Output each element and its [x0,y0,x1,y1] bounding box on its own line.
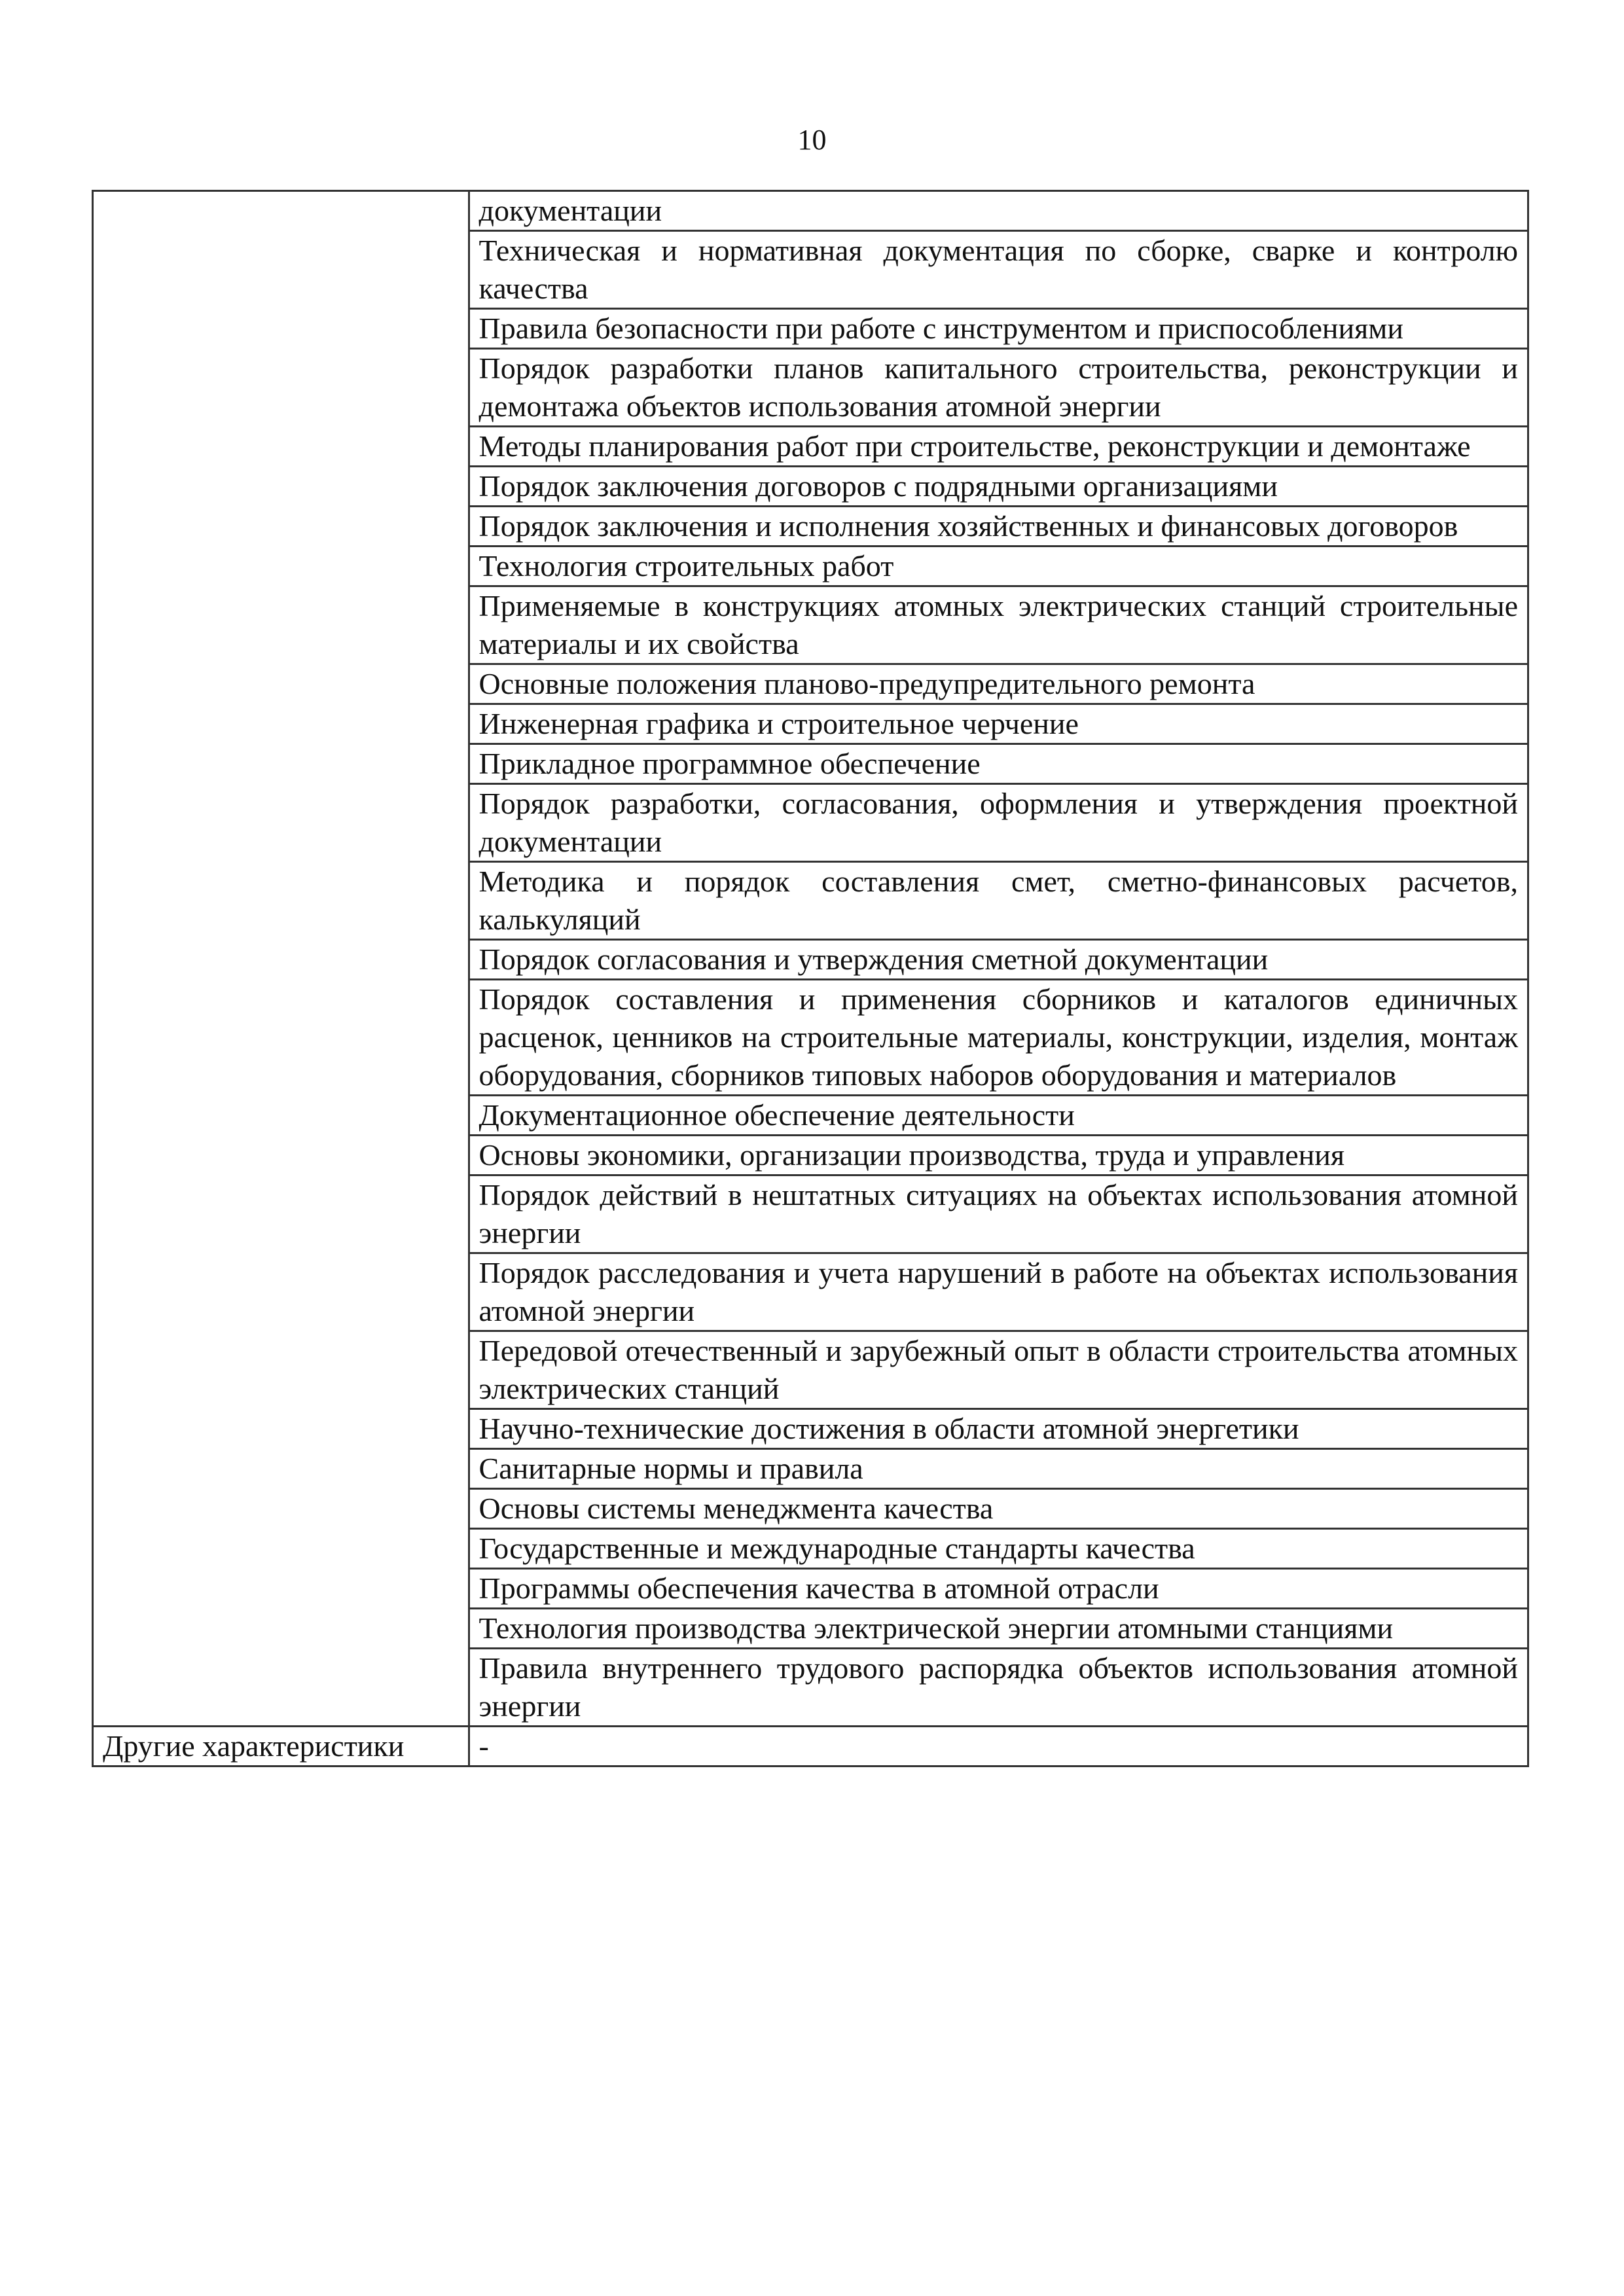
table-cell [469,1727,1528,1767]
table-cell [469,1649,1528,1727]
requirements-table [92,190,1529,1767]
knowledge-item: Государственные и международные стандарты качества [478,1532,1195,1565]
table-row [93,191,1528,231]
knowledge-item: Порядок согласования и утверждения сметной документации [478,942,1269,976]
table-cell [469,980,1528,1096]
table-cell [469,1253,1528,1331]
knowledge-item: Программы обеспечения качества в атомной отрасли [478,1571,1159,1605]
table-cell [469,1175,1528,1253]
knowledge-item: документации [478,194,662,227]
table-cell [469,427,1528,467]
knowledge-item: Применяемые в конструкциях атомных электрических станций строительные материалы и их свойства [478,589,1518,660]
table-cell [469,784,1528,862]
knowledge-item: Правила внутреннего трудового распорядка объектов использования атомной энергии [478,1651,1518,1723]
knowledge-item: Порядок разработки планов капитального строительства, реконструкции и демонтажа объектов использования атомной энергии [478,351,1518,423]
knowledge-item: Основные положения планово-предупредительного ремонта [478,667,1255,700]
page-number: 10 [797,124,827,156]
table-cell-left-empty [93,191,469,1727]
table-cell [469,1489,1528,1529]
knowledge-item: Санитарные нормы и правила [478,1452,863,1485]
table-cell [469,1331,1528,1409]
table-cell [469,744,1528,784]
table-cell [469,862,1528,940]
table-cell [469,1529,1528,1569]
table-cell [469,191,1528,231]
table-cell [469,704,1528,744]
knowledge-item: Порядок разработки, согласования, оформления и утверждения проектной документации [478,787,1518,858]
table-cell [469,1449,1528,1489]
knowledge-item: Основы системы менеджмента качества [478,1492,994,1525]
knowledge-item: Прикладное программное обеспечение [478,747,981,780]
table-cell [469,231,1528,309]
table-cell [469,664,1528,704]
knowledge-item: Технология строительных работ [478,549,894,583]
table-body [93,191,1528,1767]
table-cell [469,467,1528,507]
table-cell [469,1609,1528,1649]
knowledge-item: Инженерная графика и строительное черчение [478,707,1079,740]
knowledge-item: Правила безопасности при работе с инструментом и приспособлениями [478,312,1403,345]
table-cell [469,507,1528,547]
table-cell-label [93,1727,469,1767]
table-cell [469,547,1528,586]
knowledge-item: Порядок расследования и учета нарушений в работе на объектах использования атомной энергии [478,1256,1518,1327]
knowledge-item: Документационное обеспечение деятельности [478,1098,1075,1132]
knowledge-item: Методы планирования работ при строительстве, реконструкции и демонтаже [478,429,1471,463]
knowledge-item: Методика и порядок составления смет, сметно-финансовых расчетов, калькуляций [478,865,1518,936]
table-cell [469,309,1528,349]
table-row-other [93,1727,1528,1767]
knowledge-item: Передовой отечественный и зарубежный опыт в области строительства атомных электрических станций [478,1334,1518,1405]
other-characteristics-value: - [478,1729,489,1763]
knowledge-item: Порядок заключения договоров с подрядными организациями [478,469,1278,503]
table-cell [469,1096,1528,1136]
knowledge-item: Технология производства электрической энергии атомными станциями [478,1611,1394,1645]
table-cell [469,1136,1528,1175]
knowledge-item: Научно-технические достижения в области атомной энергетики [478,1412,1299,1445]
table-cell [469,940,1528,980]
knowledge-item: Порядок заключения и исполнения хозяйственных и финансовых договоров [478,509,1458,543]
knowledge-item: Порядок составления и применения сборников и каталогов единичных расценок, ценников на строительные материалы, конструкции, изделия, монтаж оборудования, сборников типовых наборов оборудования и материалов [478,982,1518,1092]
knowledge-item: Основы экономики, организации производства, труда и управления [478,1138,1345,1172]
table-cell [469,586,1528,664]
knowledge-item: Техническая и нормативная документация по сборке, сварке и контролю качества [478,234,1518,305]
table-cell [469,349,1528,427]
knowledge-item: Порядок действий в нештатных ситуациях на объектах использования атомной энергии [478,1178,1518,1249]
other-characteristics-label: Другие характеристики [103,1729,405,1763]
table-cell [469,1569,1528,1609]
table-cell [469,1409,1528,1449]
